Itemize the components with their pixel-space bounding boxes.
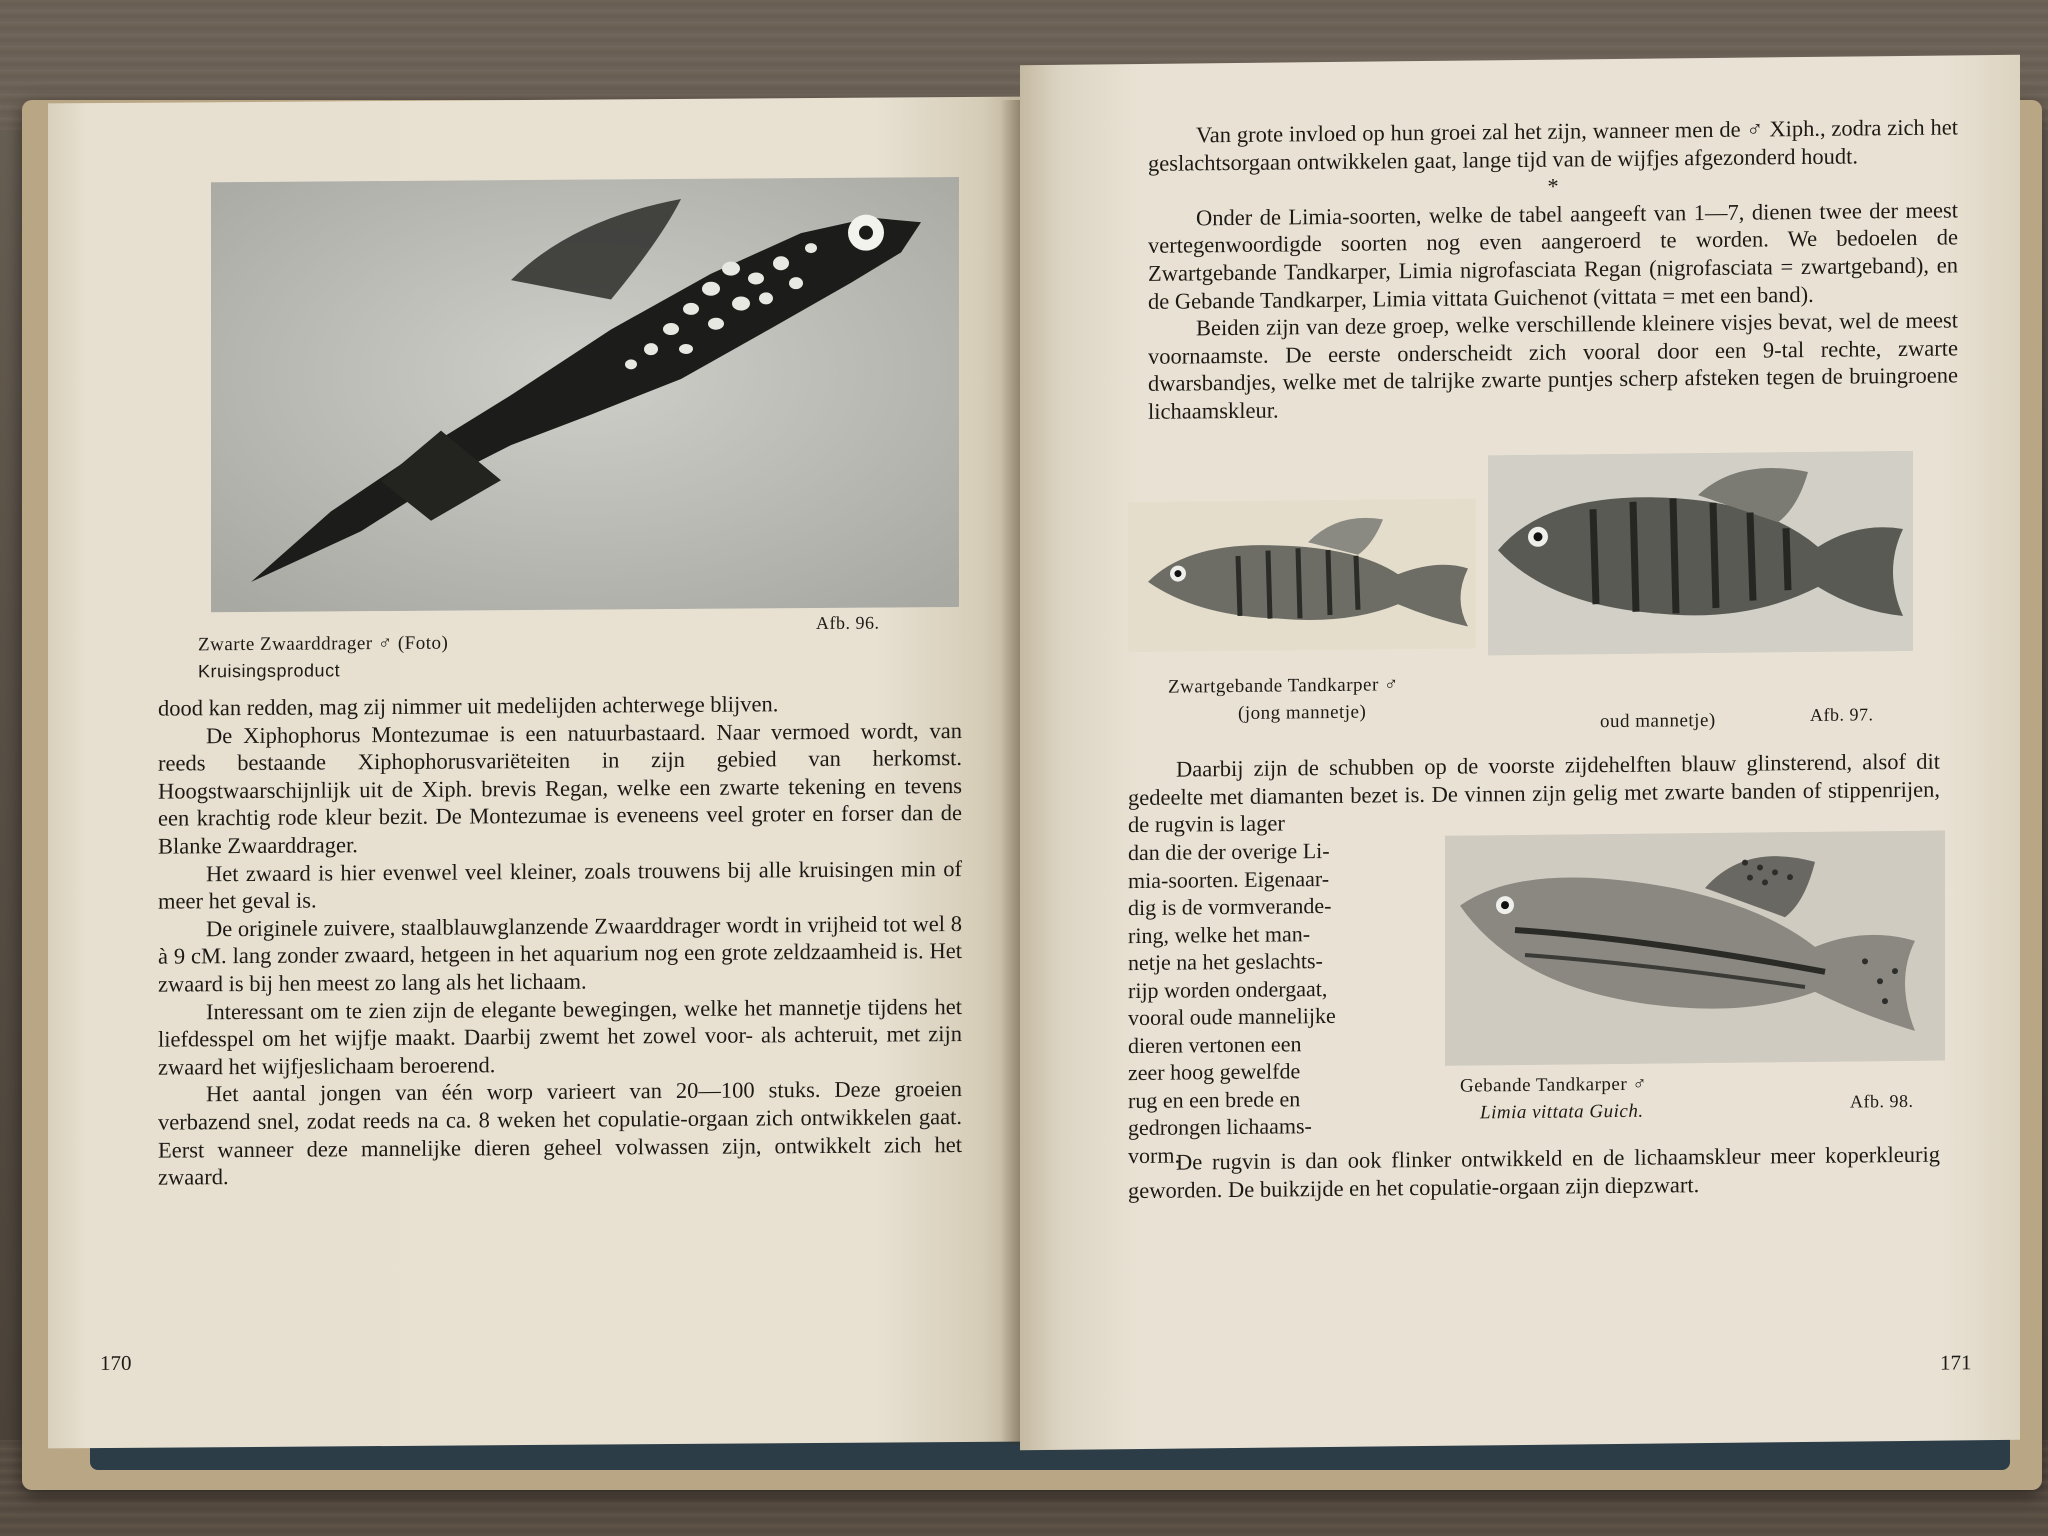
figure-96-caption-sub: Kruisingsproduct	[198, 660, 341, 682]
paragraph: De Xiphophorus Montezumae is een natuurbastaard. Naar vermoed wordt, van reeds bestaande Xiphophorusvariëteiten in zijn gebied van herkomst. Hoogstwaarschijnlijk uit de Xiph. brevis Regan, welke een zwarte tekening en tevens een krachtig rode kleur bezit. De Montezumae is eveneens veel groter en forser dan de Blanke Zwaarddrager.	[158, 717, 962, 859]
text-line: zeer hoog gewelfde	[1128, 1058, 1301, 1086]
figure-97-caption: Zwartgebande Tandkarper ♂	[1168, 674, 1399, 698]
figure-96-caption: Zwarte Zwaarddrager ♂ (Foto)	[198, 632, 449, 656]
text-line: mia-soorten. Eigenaar-	[1128, 865, 1330, 893]
figure-97-young-photo	[1128, 498, 1476, 652]
text-line: gedrongen lichaams-	[1128, 1113, 1312, 1141]
page-number: 171	[1940, 1350, 1972, 1375]
text-line: rijp worden ondergaat,	[1128, 975, 1328, 1003]
text-line: vooral oude mannelijke	[1128, 1002, 1336, 1031]
figure-98-caption-species: Limia vittata Guich.	[1480, 1100, 1644, 1124]
black-swordtail-fish-illustration	[211, 177, 959, 612]
paragraph: Van grote invloed op hun groei zal het zijn, wanneer men de ♂ Xiph., zodra zich het geslachtsorgaan ontwikkelen gaat, lange tijd van de wijfjes afgezonderd houdt.	[1148, 114, 1958, 176]
figure-98-caption: Gebande Tandkarper ♂	[1460, 1073, 1648, 1097]
paragraph: Daarbij zijn de schubben op de voorste zijdehelften blauw glinsterend, alsof dit gedeelte met diamanten bezet is. De vinnen zijn gelig met zwarte banden of stippenrijen, de rugvin is lager	[1128, 748, 1940, 838]
right-page-body-bottom	[1128, 1141, 1940, 1205]
figure-98-photo	[1445, 831, 1945, 1066]
text-line: vorm.	[1128, 1142, 1180, 1168]
figure-97-label: Afb. 97.	[1810, 704, 1874, 725]
old-banded-tandkarper-illustration	[1488, 451, 1913, 655]
figure-97-caption-old: oud mannetje)	[1600, 709, 1716, 733]
right-page-body-mid	[1128, 748, 1940, 839]
text-line: dan die der overige Li-	[1128, 837, 1330, 866]
paragraph: Het aantal jongen van één worp varieert van 20—100 stuks. Deze groeien verbazend snel, zodat reeds na ca. 8 weken het copulatie-orgaan zich ontwikkelen gaat. Eerst wanneer deze mannelijke dieren geheel volwassen zijn, ontwikkelt zich het zwaard.	[158, 1076, 962, 1190]
figure-97-old-photo	[1488, 451, 1913, 655]
figure-96-label: Afb. 96.	[816, 612, 880, 634]
left-page	[48, 97, 1020, 1449]
figure-98-label: Afb. 98.	[1850, 1090, 1914, 1112]
paragraph: Beiden zijn van deze groep, welke verschillende kleinere visjes bevat, wel de meest voornaamste. De eerste onderscheidt zich vooral door een 9-tal rechte, zwarte dwarsbandjes, welke met de talrijke zwarte puntjes scherp afsteken tegen de bruingroene lichaamskleur.	[1148, 307, 1958, 424]
young-banded-tandkarper-illustration	[1128, 498, 1476, 652]
paragraph: Het zwaard is hier evenwel veel kleiner, zoals trouwens bij alle kruisingen min of meer het geval is.	[158, 855, 962, 914]
section-separator: *	[1547, 173, 1559, 199]
text-line: netje na het geslachts-	[1128, 948, 1323, 976]
left-page-body	[158, 689, 962, 1191]
figure-96-photo	[211, 177, 959, 612]
text-line: ring, welke het man-	[1128, 920, 1311, 948]
paragraph: De rugvin is dan ook flinker ontwikkeld en de lichaamskleur meer koperkleurig geworden. De buikzijde en het copulatie-orgaan zijn diepzwart.	[1128, 1141, 1940, 1203]
paragraph: Onder de Limia-soorten, welke de tabel aangeeft van 1—7, dienen twee der meest vertegenwoordigde soorten nog even aangeroerd te worden. We bedoelen de Zwartgebande Tandkarper, Limia nigrofasciata Regan (nigrofasciata = zwartgeband), en de Gebande Tandkarper, Limia vittata Guichenot (vittata = met een band).	[1148, 197, 1958, 314]
right-page	[1020, 55, 2020, 1450]
figure-98-wrap-text	[1128, 836, 1428, 1169]
paragraph: De originele zuivere, staalblauwglanzende Zwaarddrager wordt in vrijheid tot wel 8 à 9 cM. lang zonder zwaard, hetgeen in het aquarium nog een grote zeldzaamheid is. Het zwaard is bij hen meest zo lang als het lichaam.	[158, 910, 962, 997]
text-line: rug en een brede en	[1128, 1085, 1301, 1113]
right-page-body-top	[1148, 113, 1958, 425]
text-line: dig is de vormverande-	[1128, 892, 1332, 921]
paragraph: Interessant om te zien zijn de elegante bewegingen, welke het mannetje tijdens het liefdesspel om het wijfje maakt. Daarbij zwemt het zowel voor- als achteruit, met zijn zwaard het wijfjeslichaam beroerend.	[158, 993, 962, 1080]
gebande-tandkarper-illustration	[1445, 831, 1945, 1066]
figure-97-caption-young: (jong mannetje)	[1238, 701, 1367, 724]
paragraph: dood kan redden, mag zij nimmer uit medelijden achterwege blijven.	[158, 691, 779, 721]
page-number: 170	[100, 1350, 132, 1376]
text-line: dieren vertonen een	[1128, 1030, 1302, 1058]
